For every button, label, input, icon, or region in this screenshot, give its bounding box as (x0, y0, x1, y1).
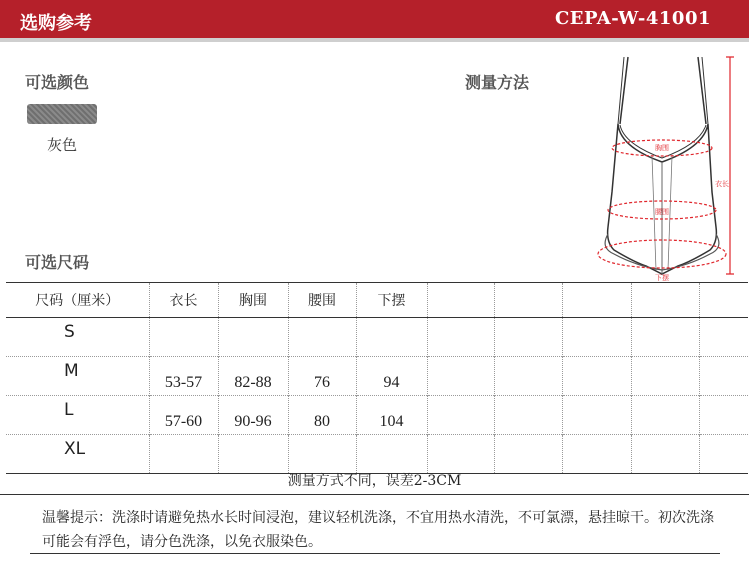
length-cell (149, 435, 218, 474)
empty-cell (427, 318, 494, 357)
empty-cell (494, 283, 562, 318)
hem-label: 下摆 (655, 274, 669, 282)
empty-cell (494, 396, 562, 435)
empty-cell (562, 357, 631, 396)
empty-cell (631, 396, 699, 435)
header-waist: 腰围 (288, 283, 356, 318)
table-row (6, 318, 748, 357)
header-chest: 胸围 (218, 283, 288, 318)
table-row (6, 396, 748, 435)
measure-label: 测量方法 (465, 73, 530, 92)
table-row (6, 435, 748, 474)
colors-label: 可选颜色 (25, 73, 90, 92)
empty-cell (427, 435, 494, 474)
header-bar (0, 0, 749, 42)
waist-cell (288, 318, 356, 357)
chest-cell (218, 318, 288, 357)
camisole-diagram (590, 52, 740, 287)
camisole-measurement-figure (590, 52, 740, 287)
swatch-label: 灰色 (47, 136, 78, 154)
sizes-label: 可选尺码 (25, 253, 90, 272)
hem-cell (356, 318, 427, 357)
waist-label: 腰围 (655, 208, 669, 216)
waist-cell: 80 (288, 396, 356, 435)
hem-cell: 94 (356, 357, 427, 396)
size-cell: XL (6, 435, 149, 474)
chest-label: 胸围 (655, 144, 669, 152)
empty-cell (427, 283, 494, 318)
header-size: 尺码（厘米） (6, 283, 149, 318)
chest-cell (218, 435, 288, 474)
table-header-row (6, 283, 748, 318)
empty-cell (562, 396, 631, 435)
header-hem: 下摆 (356, 283, 427, 318)
care-tip: 温馨提示：洗涤时请避免热水长时间浸泡，建议轻机洗涤，不宜用热水清洗，不可氯漂，悬挂晾干。初次洗涤可能会有浮色，请分色洗涤，以免衣服染色。 (42, 510, 714, 550)
empty-cell (494, 435, 562, 474)
empty-cell (562, 283, 631, 318)
hem-cell: 104 (356, 396, 427, 435)
empty-cell (631, 283, 699, 318)
chest-cell: 90-96 (218, 396, 288, 435)
waist-cell: 76 (288, 357, 356, 396)
empty-cell (699, 396, 748, 435)
size-cell: L (6, 396, 149, 435)
empty-cell (631, 435, 699, 474)
divider (30, 553, 720, 554)
measurement-error-note: 测量方式不同，误差2-3CM (287, 473, 462, 489)
size-table (6, 282, 748, 474)
empty-cell (699, 435, 748, 474)
divider (0, 494, 749, 495)
product-code: CEPA-W-41001 (554, 8, 711, 29)
empty-cell (699, 318, 748, 357)
empty-cell (699, 283, 748, 318)
empty-cell (427, 396, 494, 435)
empty-cell (699, 357, 748, 396)
length-cell: 53-57 (149, 357, 218, 396)
header-length: 衣长 (149, 283, 218, 318)
size-cell: M (6, 357, 149, 396)
waist-cell (288, 435, 356, 474)
empty-cell (562, 318, 631, 357)
header-title: 选购参考 (20, 13, 92, 34)
length-cell: 57-60 (149, 396, 218, 435)
empty-cell (631, 318, 699, 357)
empty-cell (427, 357, 494, 396)
table-row (6, 357, 748, 396)
hem-cell (356, 435, 427, 474)
length-cell (149, 318, 218, 357)
length-label: 衣长 (715, 180, 729, 188)
size-cell: S (6, 318, 149, 357)
empty-cell (631, 357, 699, 396)
empty-cell (494, 318, 562, 357)
empty-cell (494, 357, 562, 396)
chest-cell: 82-88 (218, 357, 288, 396)
empty-cell (562, 435, 631, 474)
gray-color-swatch[interactable] (27, 104, 97, 124)
